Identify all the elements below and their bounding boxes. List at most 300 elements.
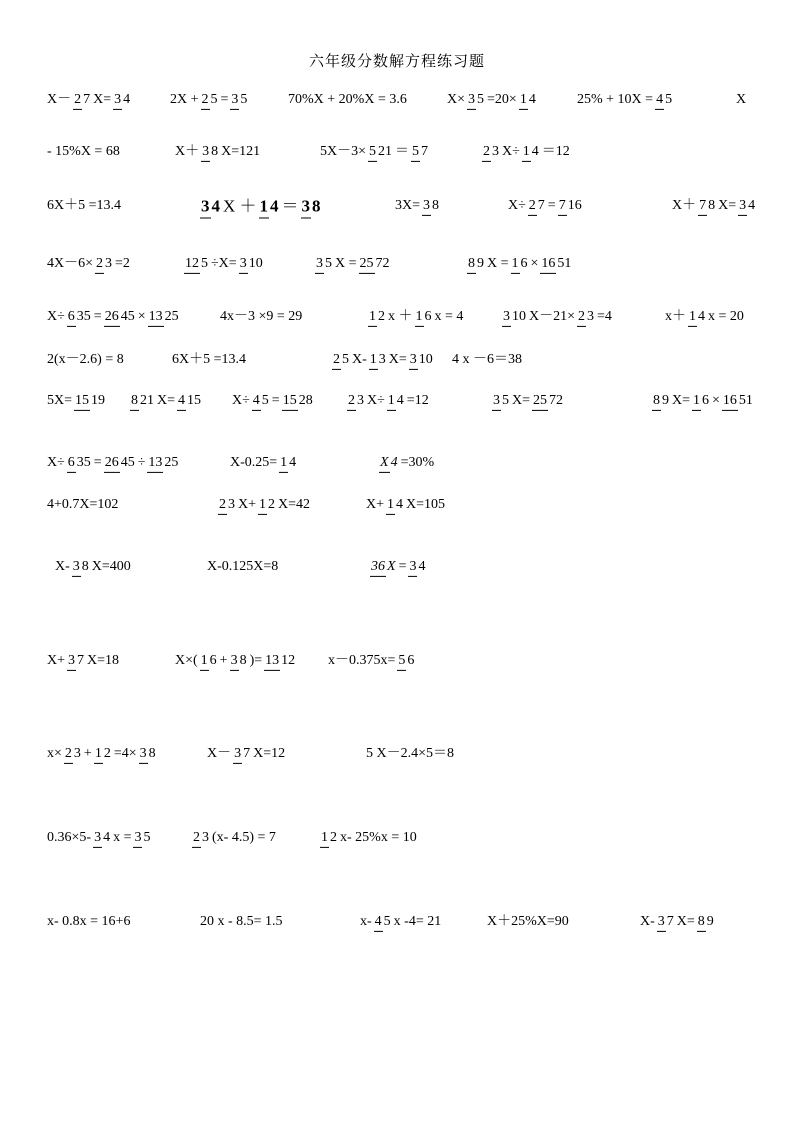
fraction bbox=[692, 394, 710, 408]
equation bbox=[200, 915, 283, 929]
fraction bbox=[422, 199, 440, 213]
equation bbox=[47, 915, 130, 929]
fraction-denominator: 5 bbox=[143, 829, 151, 845]
fraction-denominator: 7 bbox=[83, 91, 91, 107]
fraction-numerator: 3 bbox=[67, 653, 76, 671]
fraction-denominator: 35 bbox=[76, 308, 91, 324]
page-title: 六年级分数解方程练习题 bbox=[308, 54, 485, 70]
equation bbox=[288, 93, 407, 107]
equation-text: X ＋ bbox=[223, 196, 257, 216]
fraction-denominator: 4 bbox=[528, 91, 536, 107]
fraction-denominator: 6 bbox=[702, 392, 710, 408]
fraction-numerator: 25 bbox=[532, 393, 548, 411]
fraction bbox=[93, 831, 111, 845]
fraction-denominator: 16 bbox=[567, 197, 582, 213]
fraction-denominator: 5 bbox=[240, 91, 248, 107]
fraction-denominator: 7 bbox=[666, 913, 674, 929]
equation-text: + bbox=[83, 745, 92, 761]
fraction-denominator: 8 bbox=[432, 197, 440, 213]
equation-text: X＋ bbox=[672, 197, 697, 213]
equation-text: = bbox=[547, 197, 556, 213]
equation-text: =2 bbox=[115, 255, 130, 271]
fraction-numerator: 3 bbox=[422, 198, 431, 216]
fraction-numerator: 2 bbox=[332, 352, 341, 370]
fraction bbox=[359, 257, 391, 271]
equation bbox=[128, 394, 204, 408]
equation bbox=[216, 498, 310, 512]
fraction-denominator: 35 bbox=[76, 454, 91, 470]
equation-text: X=121 bbox=[221, 143, 261, 159]
fraction bbox=[688, 310, 706, 324]
fraction-numerator: 6 bbox=[67, 309, 76, 327]
fraction-numerator: 3 bbox=[239, 256, 248, 274]
fraction-denominator: 5 bbox=[502, 392, 509, 408]
fraction-numerator: 4 bbox=[177, 393, 186, 411]
fraction-denominator: 3 bbox=[587, 308, 595, 324]
fraction bbox=[370, 560, 397, 574]
fraction-numerator: 1 bbox=[320, 830, 329, 848]
fraction-numerator: 2 bbox=[528, 198, 537, 216]
equation bbox=[172, 353, 246, 367]
fraction bbox=[315, 257, 333, 271]
equation bbox=[190, 831, 276, 845]
equation-text: x = 20 bbox=[708, 308, 744, 324]
fraction bbox=[200, 654, 218, 668]
fraction-denominator: 4 bbox=[531, 143, 539, 159]
equation bbox=[47, 199, 121, 213]
fraction-denominator: 3 bbox=[492, 143, 499, 159]
equation-text: X- bbox=[55, 558, 70, 574]
equation-text: x- bbox=[360, 913, 372, 929]
fraction-numerator: 2 bbox=[95, 256, 104, 274]
equation-text: X+ bbox=[366, 496, 385, 512]
fraction-numerator: 1 bbox=[519, 92, 528, 110]
fraction-denominator: 21 bbox=[140, 392, 154, 408]
equation bbox=[313, 257, 393, 271]
fraction bbox=[130, 394, 155, 408]
fraction-denominator: 15 bbox=[187, 392, 202, 408]
fraction-denominator: 21 bbox=[378, 143, 393, 159]
fraction bbox=[532, 394, 564, 408]
equation-text: X-0.125X=8 bbox=[207, 558, 279, 574]
equation-text: 70%X + 20%X = 3.6 bbox=[288, 91, 407, 107]
equation-text: X=42 bbox=[278, 496, 311, 512]
fraction bbox=[259, 198, 280, 215]
fraction-denominator: 7 bbox=[77, 652, 85, 668]
equation-text: × bbox=[137, 308, 146, 324]
fraction-denominator: 2 bbox=[103, 745, 111, 761]
equation bbox=[175, 654, 298, 668]
fraction-numerator: 3 bbox=[72, 559, 81, 577]
fraction bbox=[239, 257, 264, 271]
fraction-numerator: 1 bbox=[511, 256, 520, 274]
fraction-numerator: 12 bbox=[184, 256, 200, 274]
fraction bbox=[738, 199, 756, 213]
fraction bbox=[264, 654, 296, 668]
fraction bbox=[233, 747, 251, 761]
equation bbox=[230, 456, 299, 470]
fraction-numerator: 3 bbox=[315, 256, 324, 274]
fraction-numerator: 2 bbox=[192, 830, 201, 848]
equation-text: X+ bbox=[238, 496, 257, 512]
fraction-denominator: 6 bbox=[424, 308, 432, 324]
fraction-denominator: 4 bbox=[270, 196, 279, 216]
fraction-numerator: 36 bbox=[370, 559, 386, 577]
equation bbox=[447, 93, 539, 107]
fraction-denominator: 4 bbox=[698, 308, 705, 324]
fraction-numerator: 13 bbox=[264, 653, 280, 671]
fraction bbox=[95, 257, 113, 271]
fraction-numerator: 3 bbox=[467, 92, 476, 110]
fraction-numerator: 5 bbox=[368, 144, 377, 162]
equation-text: X÷ bbox=[232, 392, 250, 408]
fraction bbox=[519, 93, 537, 107]
fraction bbox=[467, 93, 485, 107]
fraction-numerator: 2 bbox=[218, 497, 227, 515]
equation bbox=[320, 145, 431, 159]
fraction-denominator: 2 bbox=[330, 829, 337, 845]
fraction bbox=[73, 93, 91, 107]
fraction-denominator: 28 bbox=[298, 392, 313, 408]
equation-text: 25% + 10X = bbox=[577, 91, 654, 107]
equation bbox=[508, 199, 585, 213]
fraction-numerator: 3 bbox=[502, 309, 511, 327]
equation bbox=[650, 394, 756, 408]
fraction bbox=[104, 456, 136, 470]
fraction bbox=[67, 310, 92, 324]
fraction bbox=[200, 198, 221, 215]
equation-text: (x- 4.5) = 7 bbox=[212, 829, 276, 845]
equation-text: x× bbox=[47, 745, 62, 761]
equation-text: x ＋ bbox=[388, 308, 413, 324]
equation-text: X÷ bbox=[47, 308, 65, 324]
fraction-numerator: 1 bbox=[415, 309, 424, 327]
fraction-numerator: 25 bbox=[359, 256, 375, 274]
fraction bbox=[192, 831, 210, 845]
equation bbox=[360, 915, 441, 929]
fraction bbox=[104, 310, 136, 324]
fraction bbox=[379, 456, 399, 470]
equation bbox=[47, 498, 118, 512]
fraction-numerator: 2 bbox=[347, 393, 356, 411]
fraction-denominator: 8 bbox=[211, 143, 219, 159]
equation-text: X=400 bbox=[91, 558, 131, 574]
equation-text: X= bbox=[157, 392, 176, 408]
fraction-numerator: 7 bbox=[558, 198, 567, 216]
fraction-numerator: 1 bbox=[688, 309, 697, 327]
fraction bbox=[368, 145, 393, 159]
fraction-numerator: 1 bbox=[368, 309, 377, 327]
fraction-numerator: 1 bbox=[386, 497, 395, 515]
equation bbox=[47, 831, 153, 845]
fraction bbox=[502, 310, 527, 324]
equation-text: X－ bbox=[47, 91, 72, 107]
fraction bbox=[528, 199, 546, 213]
fraction bbox=[374, 915, 392, 929]
equation-text: X+ bbox=[47, 652, 66, 668]
fraction-denominator: 45 bbox=[120, 454, 135, 470]
fraction-numerator: 2 bbox=[64, 746, 73, 764]
fraction-numerator: 1 bbox=[692, 393, 701, 411]
fraction bbox=[369, 353, 387, 367]
fraction-numerator: 2 bbox=[482, 144, 491, 162]
equation-text: X bbox=[736, 91, 747, 107]
fraction bbox=[577, 310, 595, 324]
fraction-numerator: 5 bbox=[397, 653, 406, 671]
equation bbox=[175, 145, 260, 159]
equation-text: =4× bbox=[113, 745, 137, 761]
equation bbox=[377, 456, 434, 470]
equation bbox=[55, 560, 131, 574]
fraction bbox=[64, 747, 82, 761]
equation bbox=[47, 394, 108, 408]
equation-text: X- bbox=[640, 913, 655, 929]
equation-text: X= bbox=[676, 913, 695, 929]
fraction-denominator: 4 bbox=[211, 196, 220, 216]
fraction-numerator: 3 bbox=[230, 92, 239, 110]
fraction bbox=[409, 353, 434, 367]
equation-text: 6X＋5 =13.4 bbox=[172, 351, 247, 367]
fraction bbox=[492, 394, 510, 408]
equation bbox=[452, 353, 522, 367]
equation-text: x＋ bbox=[665, 308, 686, 324]
fraction bbox=[697, 915, 715, 929]
fraction bbox=[282, 394, 314, 408]
equation-text: X- bbox=[352, 351, 367, 367]
fraction bbox=[411, 145, 429, 159]
fraction-numerator: 5 bbox=[411, 144, 420, 162]
fraction bbox=[655, 93, 673, 107]
equation-text: X÷ bbox=[367, 392, 385, 408]
fraction bbox=[332, 353, 350, 367]
equation-text: X＋25%X=90 bbox=[487, 913, 569, 929]
fraction-denominator: 51 bbox=[557, 255, 572, 271]
equation-text: )= bbox=[249, 652, 263, 668]
fraction bbox=[201, 93, 219, 107]
fraction-numerator: 3 bbox=[492, 393, 501, 411]
equation bbox=[480, 145, 570, 159]
fraction-denominator: 25 bbox=[164, 308, 179, 324]
fraction bbox=[184, 257, 209, 271]
fraction-numerator: 1 bbox=[369, 352, 378, 370]
equation-text: X-0.25= bbox=[230, 454, 278, 470]
fraction bbox=[230, 93, 248, 107]
equation-text: X= bbox=[512, 392, 531, 408]
fraction bbox=[252, 394, 270, 408]
equation bbox=[207, 747, 285, 761]
fraction-denominator: 51 bbox=[738, 392, 753, 408]
equation bbox=[47, 145, 120, 159]
equation-text: X＋ bbox=[175, 143, 200, 159]
fraction bbox=[74, 394, 106, 408]
fraction-denominator: 9 bbox=[706, 913, 714, 929]
equation-text: ＝ bbox=[395, 143, 410, 159]
fraction bbox=[657, 915, 675, 929]
fraction-denominator: 4 bbox=[396, 496, 404, 512]
fraction bbox=[698, 199, 716, 213]
fraction-denominator: 5 bbox=[201, 255, 208, 271]
fraction bbox=[408, 560, 426, 574]
fraction-numerator: 3 bbox=[93, 830, 102, 848]
fraction-numerator: 8 bbox=[130, 393, 139, 411]
fraction-numerator: 8 bbox=[467, 256, 476, 274]
equation bbox=[182, 257, 266, 271]
fraction-numerator: 1 bbox=[258, 497, 267, 515]
equation-text: - 15%X = 68 bbox=[47, 143, 120, 159]
fraction-denominator: 4 bbox=[396, 392, 404, 408]
equation-text: X=12 bbox=[253, 745, 286, 761]
equation bbox=[47, 747, 159, 761]
fraction-numerator: 1 bbox=[522, 144, 531, 162]
fraction-numerator: 8 bbox=[697, 914, 706, 932]
equation bbox=[368, 560, 428, 574]
fraction-numerator: 7 bbox=[698, 198, 707, 216]
equation bbox=[500, 310, 612, 324]
fraction-denominator: 3 bbox=[228, 496, 235, 512]
equation bbox=[220, 310, 302, 324]
fraction-denominator: 4 bbox=[289, 454, 297, 470]
fraction bbox=[386, 498, 404, 512]
fraction bbox=[113, 93, 131, 107]
equation-text: 2(x－2.6) = 8 bbox=[47, 351, 124, 367]
fraction-denominator: 10 bbox=[512, 308, 526, 324]
equation-text: 4X－6× bbox=[47, 255, 94, 271]
fraction-denominator: 7 bbox=[537, 197, 545, 213]
fraction-numerator: 4 bbox=[655, 92, 664, 110]
fraction-numerator: 1 bbox=[200, 653, 209, 671]
fraction-denominator: 4 bbox=[103, 829, 111, 845]
fraction-denominator: 5 bbox=[383, 913, 391, 929]
fraction bbox=[540, 257, 572, 271]
fraction-numerator: 8 bbox=[652, 393, 661, 411]
fraction-denominator: 3 bbox=[378, 351, 386, 367]
equation-text: = bbox=[271, 392, 280, 408]
fraction-numerator: 3 bbox=[657, 914, 666, 932]
fraction-denominator: 4 bbox=[123, 91, 131, 107]
equation-text: =4 bbox=[597, 308, 612, 324]
equation bbox=[665, 310, 744, 324]
equation bbox=[170, 93, 250, 107]
equation bbox=[328, 654, 417, 668]
fraction bbox=[148, 310, 180, 324]
fraction-denominator: 7 bbox=[421, 143, 429, 159]
equation-text: ÷X= bbox=[211, 255, 237, 271]
equation-text: =12 bbox=[406, 392, 429, 408]
fraction-numerator: 13 bbox=[148, 309, 164, 327]
fraction-denominator: 5 bbox=[261, 392, 269, 408]
fraction-denominator: 8 bbox=[708, 197, 716, 213]
fraction-denominator: 3 bbox=[357, 392, 364, 408]
equation-text: 5X－3× bbox=[320, 143, 367, 159]
fraction-denominator: 5 bbox=[665, 91, 673, 107]
fraction-numerator: 2 bbox=[201, 92, 210, 110]
equation bbox=[47, 654, 119, 668]
equation-text: X=105 bbox=[406, 496, 446, 512]
fraction bbox=[558, 199, 583, 213]
equation-text: 0.36×5- bbox=[47, 829, 92, 845]
fraction-denominator: 9 bbox=[662, 392, 669, 408]
fraction-denominator: X bbox=[387, 558, 396, 574]
equation-text: ＝12 bbox=[541, 143, 570, 159]
equation bbox=[672, 199, 758, 213]
fraction bbox=[279, 456, 297, 470]
equation bbox=[232, 394, 316, 408]
equation bbox=[318, 831, 417, 845]
equation bbox=[345, 394, 429, 408]
equation-text: 4 x －6＝38 bbox=[452, 351, 522, 367]
fraction-denominator: 4 bbox=[390, 454, 398, 470]
equation-text: × bbox=[530, 255, 539, 271]
equation-text: x－0.375x= bbox=[328, 652, 396, 668]
fraction bbox=[482, 145, 500, 159]
fraction-numerator: 1 bbox=[279, 455, 288, 473]
fraction bbox=[347, 394, 365, 408]
fraction bbox=[94, 747, 112, 761]
fraction-numerator: 3 bbox=[113, 92, 122, 110]
equation-text: X = bbox=[335, 255, 357, 271]
equation-text: x -4= 21 bbox=[393, 913, 442, 929]
fraction-denominator: 8 bbox=[81, 558, 89, 574]
equation-text: 20 x - 8.5= 1.5 bbox=[200, 913, 283, 929]
fraction-numerator: 3 bbox=[230, 653, 239, 671]
fraction bbox=[368, 310, 386, 324]
equation-text: X－ bbox=[207, 745, 232, 761]
equation-text: X= bbox=[672, 392, 691, 408]
equation bbox=[47, 353, 124, 367]
equation bbox=[640, 915, 717, 929]
fraction-denominator: 6 bbox=[209, 652, 217, 668]
fraction bbox=[139, 747, 157, 761]
equation-text: X÷ bbox=[502, 143, 520, 159]
fraction-denominator: 5 bbox=[477, 91, 485, 107]
equation bbox=[577, 93, 675, 107]
equation-text: x- 25%x = 10 bbox=[340, 829, 417, 845]
fraction-denominator: 45 bbox=[120, 308, 135, 324]
fraction-numerator: 3 bbox=[201, 144, 210, 162]
fraction bbox=[387, 394, 405, 408]
equation-text: x- 0.8x = 16+6 bbox=[47, 913, 131, 929]
equation bbox=[47, 456, 181, 470]
fraction-numerator: 13 bbox=[147, 455, 163, 473]
fraction-numerator: 3 bbox=[139, 746, 148, 764]
equation bbox=[395, 199, 442, 213]
fraction bbox=[177, 394, 202, 408]
equation-text: = bbox=[93, 454, 102, 470]
fraction-denominator: 72 bbox=[549, 392, 564, 408]
fraction-denominator: 4 bbox=[748, 197, 756, 213]
equation-text: ÷ bbox=[137, 454, 146, 470]
fraction-numerator: 6 bbox=[67, 455, 76, 473]
equation-text: =30% bbox=[400, 454, 435, 470]
equation bbox=[487, 915, 569, 929]
equation-text: X×( bbox=[175, 652, 198, 668]
fraction-denominator: 3 bbox=[202, 829, 209, 845]
fraction bbox=[722, 394, 754, 408]
equation-text: X= bbox=[93, 91, 112, 107]
equation bbox=[330, 353, 436, 367]
fraction-numerator: 16 bbox=[722, 393, 738, 411]
fraction-numerator: 3 bbox=[233, 746, 242, 764]
equation bbox=[198, 198, 324, 215]
equation-text: 4+0.7X=102 bbox=[47, 496, 119, 512]
fraction-numerator: 1 bbox=[259, 197, 270, 219]
fraction bbox=[133, 831, 151, 845]
equation-text: X=18 bbox=[87, 652, 120, 668]
fraction-numerator: 3 bbox=[408, 559, 417, 577]
fraction-denominator: 2 bbox=[378, 308, 385, 324]
equation-text: X÷ bbox=[508, 197, 526, 213]
equation-text: x = 4 bbox=[434, 308, 464, 324]
